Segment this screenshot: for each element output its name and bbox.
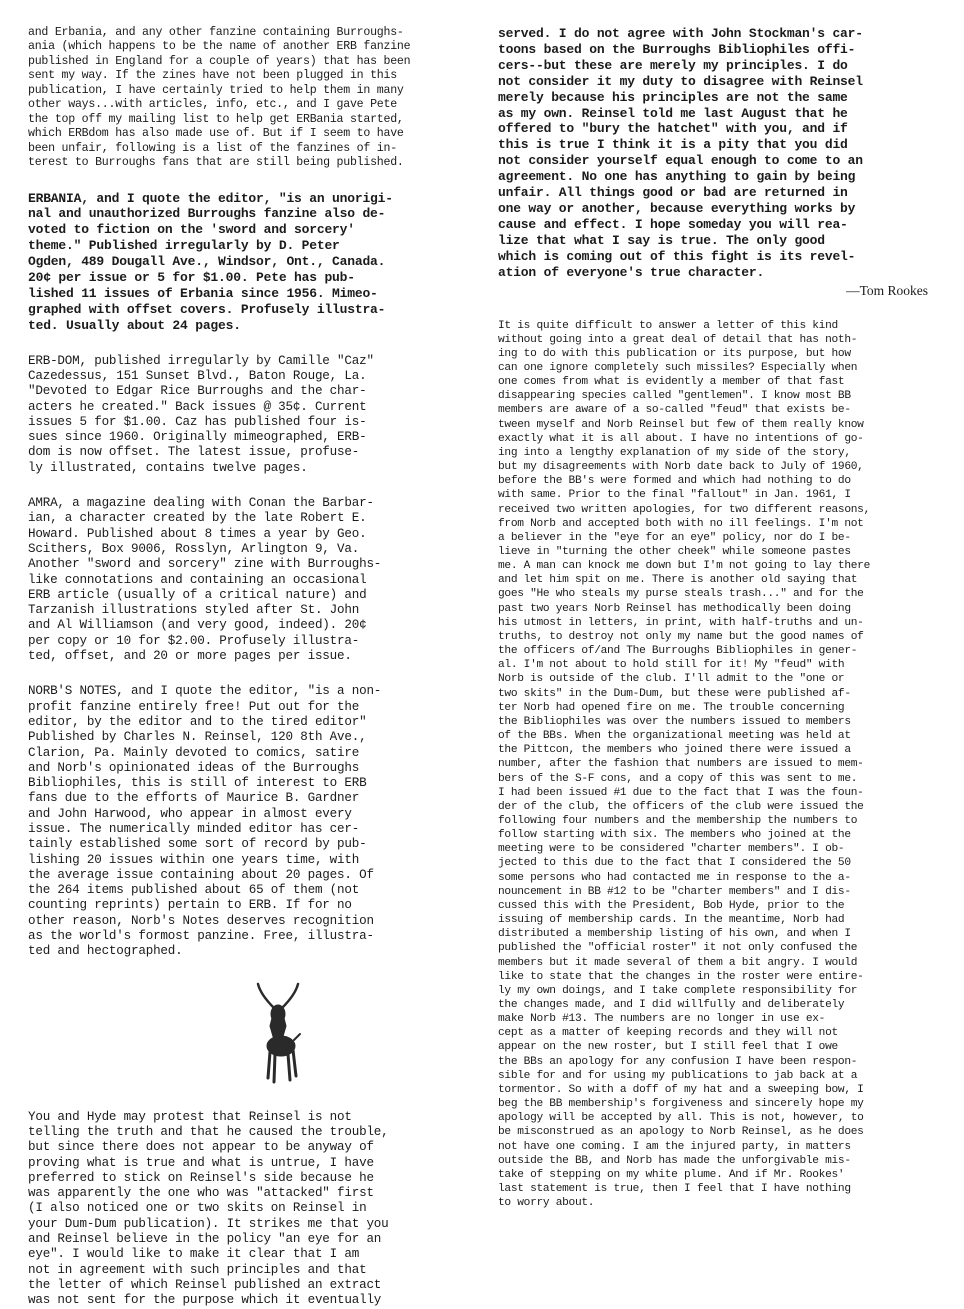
erbania-listing: ERBANIA, and I quote the editor, "is an unorigi- nal and unauthorized Burroughs fanzine also de- voted to fiction on the 'sword and sorcery' theme." Published irregularly by D. Peter Ogden, 489 Dougall Ave., Windsor, Ont., Canada. 20¢ per issue or 5 for $1.00. Pete has pub- lished 11 issues of Erbania since 1956. Mimeo- graphed with offset covers. Profusely illustra- ted. Usually about 24 pages. (28, 190, 393, 333)
editor-reply: It is quite difficult to answer a letter of this kind without going into a great deal of detail that has noth- ing to do with this publication or its purpose, but how can one ignore completely such missiles? Especially when one comes from what is evidently a member of that fast disappearing species called "gentlemen". I know most BB members are aware of a so-called "feud" that exists be- tween myself and Norb Reinsel but few of them really know exactly what it is all about. I have no intentions of go- ing into a lengthy explanation of my side of the story, but my disagreements with Norb date back to July of 1960, before the BB's were formed and which had nothing to do with same. Prior to the final "fallout" in Jan. 1961, I received two written apologies, for two different reasons, from Norb and accepted both with no ill feelings. I'm not a believer in the "eye for an eye" policy, nor do I be- lieve in "turning the other cheek" while someone pastes me. A man can knock me down but I'm not going to lay there and let him spit on me. There is another old saying that goes "He who steals my purse steals trash..." and for the past two years Norb Reinsel has methodically been doing his utmost in letters, in print, with half-truths and un- truths, to destroy not only my name but the good names of the officers of/and The Burroughs Bibliophiles in gener- al. I'm not about to hold still for it! My "feud" with Norb is outside of the club. I'll admit to the "one or two skits" in the Dum-Dum, but these were published af- ter Norb had opened fire on me. The trouble concerning the Bibliophiles was over the numbers issued to members of the BBs. When the organizational meeting was held at the Pittcon, the members who joined there were issued a number, after the fashion that numbers are issued to mem- bers of the S-F cons, and a copy of this was sent to me. I had been issued #1 due to the fact that I was the foun- der of the club, the officers of the club were issued the following four numbers and the membership the numbers to follow starting with six. The members who joined at the meeting were to be considered "charter members". I ob- jected to this due to the fact that I considered the 50 some persons who had contacted me in response to the a- nouncement in BB #12 to be "charter members" and I dis- cussed this with the President, Bob Hyde, prior to the issuing of membership cards. In the meantime, Norb had distributed a membership listing of his own, and when I published the "official roster" it not only confused the members but it made several of them a bit angry. I would like to state that the changes in the roster were entire- ly my own doings, and I take complete responsibility for the changes made, and I did willfully and deliberately make Norb #13. The numbers are no longer in use ex- cept as a matter of keeping records and they will not appear on the new roster, but I still feel that I owe the BBs an apology for any confusion I have been respon- sible for and for using my publications to jab back at a tormentor. So with a doff of my hat and a sweeping bow, I beg the BB membership's forgiveness and sincerely hope my apology will be accepted by all. This is not, however, to be misconstrued as an apology to Norb Reinsel, as he does not have one coming. I am the injured party, in matters outside the BB, and Norb has made the unforgivable mis- take of stepping on my white plume. And if Mr. Rookes' last statement is true, then I feel that I have nothing to worry about. (498, 319, 870, 1210)
erbdom-listing: ERB-DOM, published irregularly by Camille "Caz" Cazedessus, 151 Sunset Blvd., Baton Rouge, La. "Devoted to Edgar Rice Burroughs and the char- acters he created." Back issues @ 35¢. Current issues 5 for $1.00. Caz has published four is- sues since 1960. Originally mimeographed, ERB- dom is now offset. The latest issue, profuse- ly illustrated, contains twelve pages. (28, 353, 374, 475)
rookes-signature: —Tom Rookes (846, 282, 928, 298)
left-column (28, 26, 462, 1309)
intro-paragraph: and Erbania, and any other fanzine containing Burroughs- ania (which happens to be the name of another ERB fanzine published in England for a couple of years) that has been sent my way. If the zines have not been plugged in this publication, I have certainly tried to help them in many other ways...with articles, info, etc., and I gave Pete the top off my mailing list to help get ERBania started, which ERBdom has also made use of. But if I seem to have been unfair, following is a list of the fanzines of in- terest to Burroughs fans that are still being published. (28, 26, 411, 170)
rookes-letter-start: You and Hyde may protest that Reinsel is not telling the truth and that he caused the trouble, but since there does not appear to be anyway of proving what is true and what is untrue, I have preferred to stick on Reinsel's side because he was apparently the one who was "attacked" first (I also noticed one or two skits on Reinsel in your Dum-Dum publication). It strikes me that you and Reinsel believe in the policy "an eye for an eye". I would like to make it clear that I am not in agreement with such principles and that the letter of which Reinsel published an extract was not sent for the purpose which it eventually (28, 1109, 389, 1308)
rookes-letter-end: served. I do not agree with John Stockman's car- toons based on the Burroughs Bibliophiles offi- cers--but these are merely my principles. I do not consider it my duty to disagree with Reinsel merely because his principles are not the same as my own. Reinsel told me last August that he offered to "bury the hatchet" with you, and if this is true I think it is a pity that you did not consider yourself equal enough to come to an agreement. No one has anything to gain by being unfair. All things good or bad are returned in one way or another, because everything works by cause and effect. I hope someday you will rea- lize that what I say is true. The only good which is coming out of this fight is its revel- ation of everyone's true character. (498, 26, 863, 280)
antelope-icon (248, 982, 312, 1092)
amra-listing: AMRA, a magazine dealing with Conan the Barbar- ian, a character created by the late Robert E. Howard. Published about 8 times a year by Geo. Scithers, Box 9006, Rosslyn, Arlington 9, Va. Another "sword and sorcery" zine with Burroughs- like connotations and containing an occasional ERB article (usually of a critical nature) and Tarzanish illustrations styled after St. John and Al Williamson (and very good, indeed). 20¢ per copy or 10 for $2.00. Profusely illustra- ted, offset, and 20 or more pages per issue. (28, 496, 382, 664)
right-column (498, 26, 930, 1210)
norbs-notes-listing: NORB'S NOTES, and I quote the editor, "is a non- profit fanzine entirely free! Put out for the editor, by the editor and to the tired editor" Published by Charles N. Reinsel, 120 8th Ave., Clarion, Pa. Mainly devoted to comics, satire and Norb's opinionated ideas of the Burroughs Bibliophiles, this is still of interest to ERB fans due to the efforts of Maurice B. Gardner and John Harwood, who appear in almost every issue. The numerically minded editor has cer- tainly established some sort of record by pub- lishing 20 issues within one years time, with the average issue containing about 20 pages. Of the 264 items published about 65 of them (not counting reprints) pertain to ERB. If for no other reason, Norb's Notes deserves recognition as the world's formost panzine. Free, illustra- ted and hectographed. (28, 684, 382, 959)
